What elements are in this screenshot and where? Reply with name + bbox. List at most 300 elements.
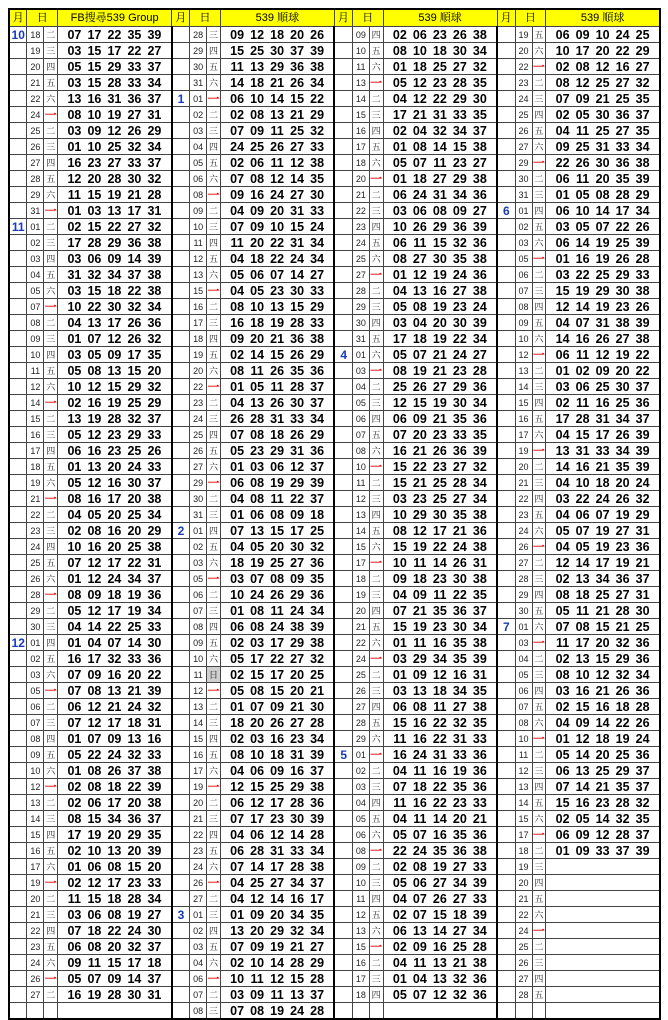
month-cell (497, 859, 515, 875)
drawn-number: 11 (270, 123, 284, 138)
drawn-number: 09 (230, 331, 245, 346)
numbers-cell (58, 411, 172, 427)
drawn-number: 01 (67, 139, 82, 154)
day-cell: 11 (515, 747, 532, 763)
drawn-number: 05 (555, 747, 570, 762)
drawn-number: 21 (615, 619, 630, 634)
drawn-number: 17 (270, 795, 285, 810)
drawn-number: 31 (452, 731, 467, 746)
drawn-number: 05 (67, 427, 82, 442)
drawn-number: 08 (555, 75, 570, 90)
day-cell: 01 (515, 619, 532, 635)
drawn-number: 36 (310, 443, 325, 458)
weekday-cell: 一 (44, 491, 57, 506)
numbers-cell (58, 923, 172, 939)
day-cell: 17 (352, 971, 369, 987)
drawn-number: 24 (107, 747, 122, 762)
month-cell (172, 939, 190, 955)
day-cell: 03 (190, 555, 207, 571)
drawn-number: 09 (107, 731, 122, 746)
drawn-number: 25 (432, 491, 447, 506)
drawn-number: 36 (472, 523, 487, 538)
weekday-cell: 六 (532, 811, 546, 827)
drawn-number: 38 (472, 571, 487, 586)
numbers-cell (220, 651, 334, 667)
weekday-cell: 三 (369, 491, 383, 507)
month-cell (497, 475, 515, 491)
month-cell (334, 27, 352, 43)
day-cell: 13 (190, 267, 207, 283)
numbers-cell (383, 955, 497, 971)
month-cell (172, 763, 190, 779)
day-cell: 16 (515, 411, 532, 427)
month-cell (334, 763, 352, 779)
weekday-cell: 二 (207, 795, 221, 811)
drawn-number: 28 (290, 859, 305, 874)
drawn-number: 15 (107, 379, 122, 394)
drawn-number: 35 (472, 107, 487, 122)
drawn-number: 30 (147, 923, 162, 938)
month-cell (497, 219, 515, 235)
month-cell (497, 763, 515, 779)
drawn-number: 28 (290, 795, 305, 810)
drawn-number: 03 (555, 491, 570, 506)
table-row (9, 811, 660, 827)
drawn-number: 07 (575, 315, 590, 330)
drawn-number: 36 (147, 651, 162, 666)
month-cell (172, 859, 190, 875)
weekday-cell: 一 (370, 171, 383, 186)
day-cell: 18 (352, 155, 369, 171)
table-row (9, 1003, 660, 1020)
weekday-cell: 三 (207, 907, 221, 923)
day-cell: 19 (515, 859, 532, 875)
numbers-cell (383, 187, 497, 203)
weekday-cell: 四 (369, 411, 383, 427)
drawn-number: 19 (615, 347, 630, 362)
numbers-cell (546, 187, 660, 203)
drawn-number: 37 (147, 571, 162, 586)
numbers-cell (58, 363, 172, 379)
month-cell (497, 651, 515, 667)
drawn-number: 16 (575, 331, 590, 346)
drawn-number: 36 (452, 219, 467, 234)
day-cell: 09 (352, 859, 369, 875)
weekday-cell: 五 (369, 427, 383, 443)
numbers-cell (546, 203, 660, 219)
drawn-number: 34 (472, 395, 487, 410)
numbers-cell (220, 907, 334, 923)
numbers-cell (383, 507, 497, 523)
drawn-number: 09 (230, 187, 245, 202)
day-cell: 17 (352, 555, 369, 571)
day-cell: 08 (190, 1003, 207, 1020)
month-cell (172, 571, 190, 587)
weekday-cell: 三 (44, 43, 58, 59)
drawn-number: 26 (290, 427, 305, 442)
drawn-number: 32 (107, 651, 122, 666)
drawn-number: 09 (270, 763, 285, 778)
weekday-cell: 五 (207, 347, 221, 363)
month-cell: 5 (334, 747, 352, 763)
drawn-number: 27 (290, 139, 305, 154)
numbers-cell (383, 475, 497, 491)
drawn-number: 07 (595, 507, 610, 522)
drawn-number: 12 (575, 731, 590, 746)
numbers-cell (546, 747, 660, 763)
drawn-number: 33 (127, 75, 142, 90)
drawn-number: 13 (230, 923, 245, 938)
weekday-cell: 四 (44, 251, 58, 267)
day-cell: 27 (352, 267, 369, 283)
weekday-cell: 五 (44, 75, 58, 91)
drawn-number: 17 (575, 43, 590, 58)
month-cell (9, 523, 27, 539)
drawn-number: 28 (107, 987, 122, 1002)
day-cell: 06 (352, 827, 369, 843)
month-cell (334, 1003, 352, 1020)
drawn-number: 39 (147, 27, 162, 42)
table-row (9, 363, 660, 379)
drawn-number: 04 (392, 91, 407, 106)
drawn-number: 21 (432, 411, 447, 426)
drawn-number: 27 (635, 59, 650, 74)
month-cell (497, 459, 515, 475)
drawn-number: 04 (555, 123, 570, 138)
weekday-cell: 三 (369, 395, 383, 411)
table-row (9, 443, 660, 459)
month-cell (172, 283, 190, 299)
weekday-cell: 五 (44, 843, 58, 859)
drawn-number: 16 (595, 699, 610, 714)
drawn-number: 09 (250, 123, 265, 138)
month-cell (172, 667, 190, 683)
month-cell (172, 779, 190, 795)
drawn-number: 05 (392, 347, 407, 362)
drawn-number: 08 (412, 139, 427, 154)
drawn-number: 37 (147, 411, 162, 426)
drawn-number: 32 (310, 651, 325, 666)
drawn-number: 25 (250, 139, 265, 154)
day-cell: 05 (515, 667, 532, 683)
drawn-number: 20 (87, 171, 102, 186)
day-cell: 03 (515, 635, 532, 651)
drawn-number: 16 (107, 523, 122, 538)
drawn-number: 32 (87, 267, 102, 282)
drawn-number: 21 (290, 699, 305, 714)
drawn-number: 03 (250, 731, 265, 746)
drawn-number: 04 (230, 539, 245, 554)
drawn-number: 15 (595, 651, 610, 666)
weekday-cell: 二 (207, 299, 221, 315)
drawn-number: 39 (147, 683, 162, 698)
month-cell (334, 859, 352, 875)
drawn-number: 22 (127, 555, 142, 570)
numbers-cell (58, 459, 172, 475)
drawn-number: 15 (290, 219, 305, 234)
numbers-cell (220, 987, 334, 1003)
numbers-cell (546, 683, 660, 699)
month-cell (9, 283, 27, 299)
drawn-number: 22 (87, 747, 102, 762)
drawn-number: 05 (575, 539, 590, 554)
weekday-cell: 一 (207, 779, 220, 794)
day-cell: 01 (352, 347, 369, 363)
day-cell: 17 (352, 139, 369, 155)
day-cell: 30 (515, 603, 532, 619)
drawn-number: 31 (147, 203, 162, 218)
drawn-number: 33 (472, 859, 487, 874)
day-cell: 22 (352, 203, 369, 219)
drawn-number: 19 (107, 107, 122, 122)
drawn-number: 28 (250, 411, 265, 426)
month-cell (334, 251, 352, 267)
drawn-number: 21 (270, 331, 285, 346)
numbers-cell (546, 107, 660, 123)
month-cell (334, 155, 352, 171)
drawn-number: 19 (595, 299, 610, 314)
drawn-number: 36 (452, 603, 467, 618)
weekday-cell: 四 (207, 523, 221, 539)
drawn-number: 28 (290, 315, 305, 330)
weekday-cell: 五 (44, 459, 58, 475)
month-cell (172, 587, 190, 603)
day-cell: 18 (515, 843, 532, 859)
numbers-cell (383, 619, 497, 635)
drawn-number: 09 (290, 507, 305, 522)
numbers-cell (383, 923, 497, 939)
day-cell: 26 (27, 971, 44, 987)
drawn-number: 26 (412, 379, 427, 394)
numbers-cell (546, 603, 660, 619)
drawn-number: 38 (147, 235, 162, 250)
numbers-cell (383, 731, 497, 747)
day-cell: 05 (515, 251, 532, 267)
drawn-number: 36 (635, 651, 650, 666)
drawn-number: 29 (310, 955, 325, 970)
drawn-number: 20 (270, 907, 285, 922)
day-cell: 27 (352, 699, 369, 715)
weekday-cell: 四 (532, 971, 546, 987)
drawn-number: 27 (432, 379, 447, 394)
drawn-number: 18 (595, 475, 610, 490)
month-cell (334, 283, 352, 299)
day-cell: 29 (515, 155, 532, 171)
drawn-number: 01 (392, 139, 407, 154)
drawn-number: 34 (472, 475, 487, 490)
day-cell: 27 (190, 459, 207, 475)
weekday-cell: 四 (532, 587, 546, 603)
results-header: 539 順球 (220, 9, 334, 27)
drawn-number: 07 (555, 779, 570, 794)
drawn-number: 30 (635, 603, 650, 618)
day-cell: 18 (190, 331, 207, 347)
drawn-number: 06 (555, 827, 570, 842)
drawn-number: 16 (87, 539, 102, 554)
weekday-cell: 六 (44, 283, 58, 299)
drawn-number: 31 (147, 555, 162, 570)
drawn-number: 03 (392, 315, 407, 330)
table-row (9, 715, 660, 731)
drawn-number: 25 (432, 59, 447, 74)
drawn-number: 01 (67, 635, 82, 650)
drawn-number: 24 (472, 299, 487, 314)
drawn-number: 09 (412, 667, 427, 682)
drawn-number: 23 (452, 155, 467, 170)
drawn-number: 05 (230, 267, 245, 282)
drawn-number: 03 (87, 203, 102, 218)
day-cell: 18 (352, 571, 369, 587)
drawn-number: 04 (412, 315, 427, 330)
month-cell (9, 555, 27, 571)
drawn-number: 05 (575, 107, 590, 122)
month-cell (172, 747, 190, 763)
drawn-number: 26 (635, 299, 650, 314)
drawn-number: 01 (555, 731, 570, 746)
month-cell (172, 1003, 190, 1020)
drawn-number: 08 (412, 699, 427, 714)
drawn-number: 26 (412, 219, 427, 234)
month-cell (334, 107, 352, 123)
month-cell (9, 411, 27, 427)
drawn-number: 27 (615, 123, 630, 138)
drawn-number: 32 (290, 923, 305, 938)
drawn-number: 19 (270, 315, 285, 330)
month-cell (334, 667, 352, 683)
table-row (9, 699, 660, 715)
drawn-number: 33 (147, 747, 162, 762)
drawn-number: 30 (127, 987, 142, 1002)
numbers-cell (220, 139, 334, 155)
drawn-number: 11 (270, 379, 284, 394)
drawn-number: 30 (127, 171, 142, 186)
drawn-number: 08 (230, 747, 245, 762)
drawn-number: 25 (127, 507, 142, 522)
drawn-number: 03 (67, 283, 82, 298)
numbers-cell (546, 475, 660, 491)
month-cell (334, 699, 352, 715)
day-cell: 05 (190, 571, 207, 587)
day-cell: 30 (27, 619, 44, 635)
drawn-number: 29 (127, 379, 142, 394)
drawn-number: 18 (270, 427, 285, 442)
month-cell (497, 187, 515, 203)
drawn-number: 30 (452, 43, 467, 58)
drawn-number: 26 (452, 555, 467, 570)
weekday-cell: 三 (369, 875, 383, 891)
drawn-number: 25 (310, 667, 325, 682)
month-cell (9, 587, 27, 603)
drawn-number: 35 (472, 683, 487, 698)
numbers-cell (220, 475, 334, 491)
day-cell: 27 (515, 139, 532, 155)
drawn-number: 23 (432, 571, 447, 586)
table-row (9, 299, 660, 315)
drawn-number: 14 (270, 955, 285, 970)
drawn-number: 08 (87, 763, 102, 778)
drawn-number: 24 (595, 491, 610, 506)
table-row (9, 331, 660, 347)
drawn-number: 08 (555, 667, 570, 682)
drawn-number: 23 (290, 731, 305, 746)
weekday-cell: 四 (369, 891, 383, 907)
drawn-number: 03 (392, 651, 407, 666)
weekday-cell: 三 (532, 763, 546, 779)
drawn-number: 37 (310, 459, 325, 474)
month-cell (497, 379, 515, 395)
drawn-number: 06 (392, 699, 407, 714)
numbers-cell (546, 987, 660, 1003)
drawn-number: 15 (392, 619, 407, 634)
drawn-number: 06 (230, 843, 245, 858)
day-cell: 04 (190, 955, 207, 971)
drawn-number: 18 (87, 923, 102, 938)
month-cell (9, 795, 27, 811)
drawn-number: 16 (67, 155, 82, 170)
drawn-number: 26 (127, 315, 142, 330)
month-cell (9, 667, 27, 683)
drawn-number: 32 (615, 667, 630, 682)
drawn-number: 28 (107, 411, 122, 426)
drawn-number: 31 (147, 987, 162, 1002)
drawn-number: 37 (310, 987, 325, 1002)
drawn-number: 16 (147, 731, 162, 746)
month-cell (172, 251, 190, 267)
weekday-cell: 六 (44, 763, 58, 779)
numbers-cell (58, 843, 172, 859)
numbers-cell (58, 91, 172, 107)
weekday-cell: 三 (532, 571, 546, 587)
day-cell: 22 (190, 379, 207, 395)
month-cell (334, 587, 352, 603)
month-cell (334, 795, 352, 811)
drawn-number: 08 (250, 1003, 265, 1018)
drawn-number: 11 (393, 731, 407, 746)
drawn-number: 11 (433, 587, 447, 602)
weekday-cell: 五 (44, 939, 58, 955)
drawn-number: 31 (595, 411, 610, 426)
drawn-number: 31 (635, 523, 650, 538)
month-cell: 12 (9, 635, 27, 651)
drawn-number: 16 (575, 251, 590, 266)
day-cell: 11 (190, 667, 207, 683)
month-cell (172, 43, 190, 59)
numbers-cell (546, 427, 660, 443)
numbers-cell (546, 363, 660, 379)
drawn-number: 13 (87, 459, 102, 474)
month-cell (9, 619, 27, 635)
weekday-cell: 五 (369, 619, 383, 635)
day-cell: 15 (27, 827, 44, 843)
numbers-cell (546, 443, 660, 459)
drawn-number: 18 (230, 555, 245, 570)
weekday-cell: 四 (369, 507, 383, 523)
drawn-number: 05 (392, 75, 407, 90)
day-cell: 21 (352, 619, 369, 635)
day-cell: 14 (352, 91, 369, 107)
drawn-number: 15 (595, 619, 610, 634)
weekday-cell: 六 (532, 331, 546, 347)
drawn-number: 06 (87, 859, 102, 874)
drawn-number: 06 (555, 27, 570, 42)
drawn-number: 27 (452, 283, 467, 298)
numbers-cell (383, 891, 497, 907)
drawn-number: 35 (472, 715, 487, 730)
numbers-cell (58, 747, 172, 763)
drawn-number: 16 (432, 283, 447, 298)
month-cell (9, 459, 27, 475)
drawn-number: 27 (472, 347, 487, 362)
